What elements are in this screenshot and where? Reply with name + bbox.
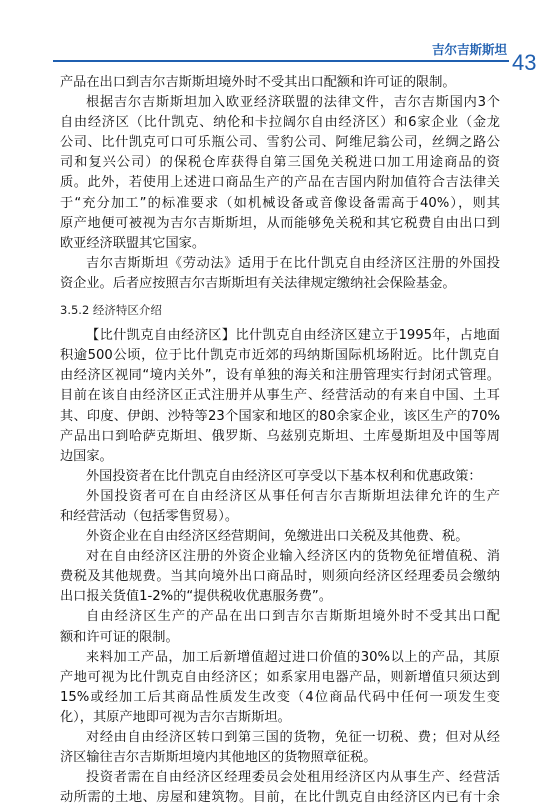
text-line: 外资企业在自由经济区经营期间，免缴进出口关税及其他费、税。 <box>86 529 469 545</box>
text-line: 吉尔吉斯斯坦《劳动法》适用于在比什凯克自由经济区注册的外国投 <box>86 255 500 271</box>
text-line: 自由经济区生产的产品在出口到吉尔吉斯斯坦境外时不受其出口配 <box>86 609 500 625</box>
text-line: 原产地便可被视为吉尔吉斯斯坦，从而能够免关税和其它税费自由出口到 <box>60 215 500 231</box>
text-line: 济区输往吉尔吉斯斯坦境内其他地区的货物照章征税。 <box>60 750 377 766</box>
text-line: 司和复兴公司）的保税仓库获得自第三国免关税进口加工用途商品的资 <box>60 155 500 171</box>
text-line: 外国投资者可在自由经济区从事任何吉尔吉斯斯坦法律允许的生产 <box>86 488 500 504</box>
page-number: 43 <box>512 50 537 75</box>
text-line: 目前在该自由经济区正式注册并从事生产、经营活动的有来自中国、土耳 <box>60 388 500 404</box>
body-text <box>60 73 500 808</box>
text-line: 资企业。后者应按照吉尔吉斯斯坦有关法律规定缴纳社会保险基金。 <box>60 275 456 291</box>
section-heading: 3.5.2 经济特区介绍 <box>60 303 162 318</box>
text-line: 根据吉尔吉斯斯坦加入欧亚经济联盟的法律文件，吉尔吉斯国内3个 <box>86 95 500 111</box>
text-line: 欧亚经济联盟其它国家。 <box>60 235 206 251</box>
text-line: 【比什凯克自由经济区】比什凯克自由经济区建立于1995年，占地面 <box>86 328 500 344</box>
text-line: 其、印度、伊朗、沙特等23个国家和地区的80余家企业，该区生产的70% <box>60 408 500 424</box>
text-line: 费税及其他规费。当其向境外出口商品时，则须向经济区经理委员会缴纳 <box>60 569 500 585</box>
text-line: 产品在出口到吉尔吉斯斯坦境外时不受其出口配额和许可证的限制。 <box>60 75 456 90</box>
text-line: 公司、比什凯克可口可乐瓶公司、雪豹公司、阿维尼翁公司，丝绸之路公 <box>60 135 500 151</box>
text-line: 质。此外，若使用上述进口商品生产的产品在吉国内附加值符合吉法律关 <box>60 175 500 191</box>
text-line: 来料加工产品，加工后新增值超过进口价值的30%以上的产品，其原 <box>86 649 500 665</box>
text-line: 额和许可证的限制。 <box>60 629 179 645</box>
text-line: 投资者需在自由经济区经理委员会处租用经济区内从事生产、经营活 <box>86 770 500 786</box>
text-line: 积逾500公顷，位于比什凯克市近郊的玛纳斯国际机场附近。比什凯克自 <box>60 348 500 364</box>
text-line: 动所需的土地、房屋和建筑物。目前，在比什凯克自由经济区内已有十余 <box>60 790 500 806</box>
text-line: 对在自由经济区注册的外资企业输入经济区内的货物免征增值税、消 <box>86 549 500 565</box>
text-line: 产品出口到哈萨克斯坦、俄罗斯、乌兹别克斯坦、土库曼斯坦及中国等周 <box>60 428 500 444</box>
text-line: 自由经济区（比什凯克、纳伦和卡拉阔尔自由经济区）和6家企业（金龙 <box>60 115 500 131</box>
header-rule <box>53 60 509 62</box>
text-line: 由经济区视同“境内关外”，设有单独的海关和注册管理实行封闭式管理。 <box>60 368 500 384</box>
text-line: 外国投资者在比什凯克自由经济区可享受以下基本权利和优惠政策： <box>86 468 482 484</box>
text-line: 边国家。 <box>60 448 113 464</box>
text-line: 于“充分加工”的标准要求（如机械设备或音像设备需高于40%），则其 <box>60 195 500 211</box>
text-line: 化），其原产地即可视为吉尔吉斯斯坦。 <box>60 709 291 725</box>
text-line: 15%或经加工后其商品性质发生改变（4位商品代码中任何一项发生变 <box>60 689 500 705</box>
text-line: 出口报关货值1-2%的“提供税收优惠服务费”。 <box>60 589 332 605</box>
text-line: 和经营活动（包括零售贸易）。 <box>60 508 239 524</box>
text-line: 对经由自由经济区转口到第三国的货物，免征一切税、费；但对从经 <box>86 730 500 745</box>
running-title: 吉尔吉斯斯坦 <box>431 42 507 57</box>
text-line: 产地可视为比什凯克自由经济区；如系家用电器产品，则新增值只须达到 <box>60 669 500 685</box>
